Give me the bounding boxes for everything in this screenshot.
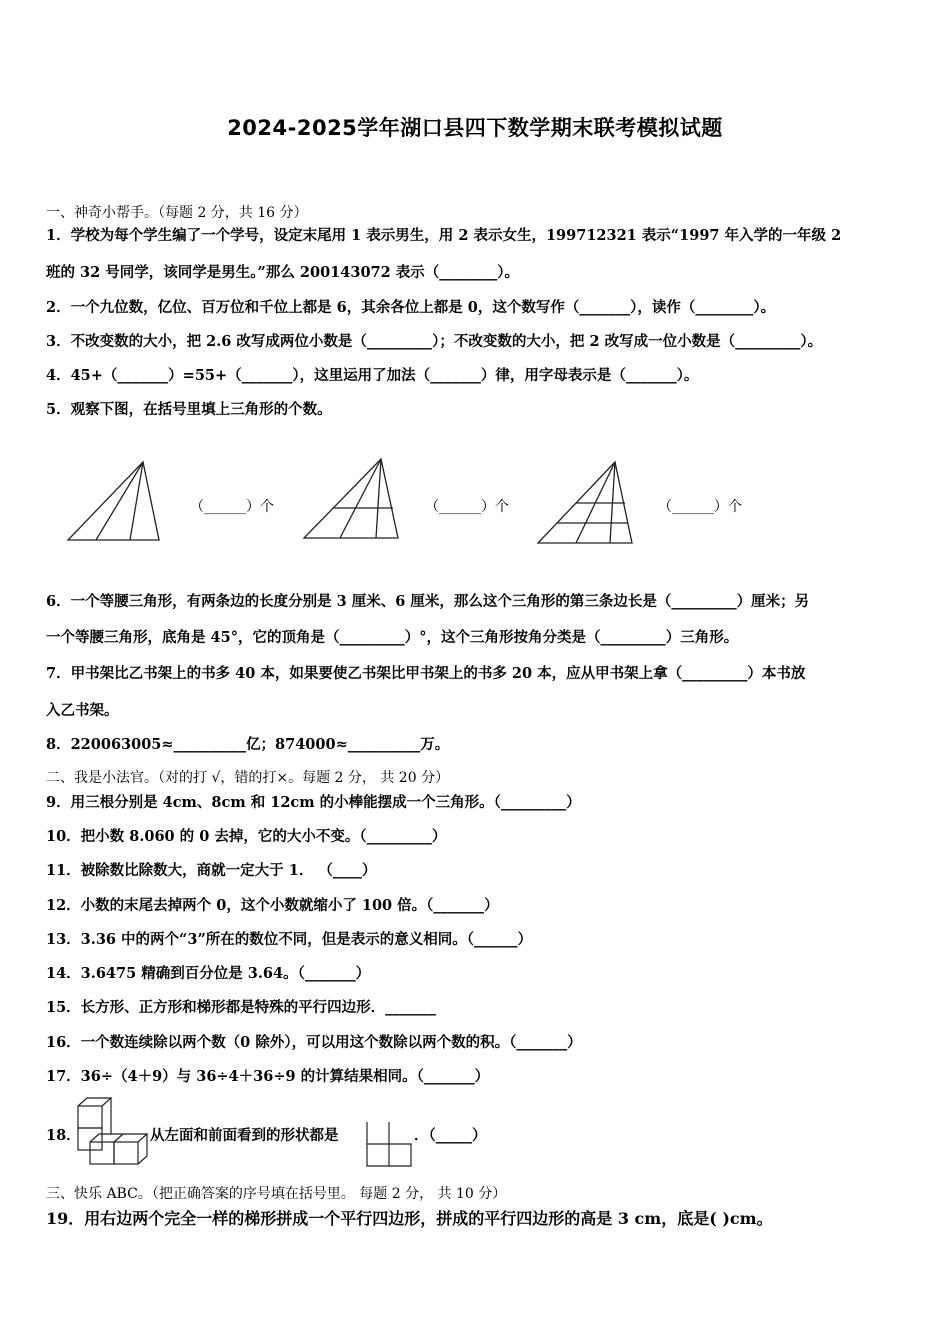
question-13: 13．3.36 中的两个“3”所在的数位不同，但是表示的意义相同。（______）: [46, 931, 533, 948]
question-7-line-2: 入乙书架。: [46, 702, 119, 719]
triangle-figure-3: [532, 455, 642, 550]
q5-answer-2: （______）个: [425, 499, 509, 515]
triangle-figure-2: [298, 452, 408, 547]
cube-stack-figure: [74, 1096, 152, 1168]
section-3-heading: 三、快乐 ABC。（把正确答案的序号填在括号里。 每题 2 分， 共 10 分）: [46, 1186, 507, 1202]
question-17: 17．36÷（4＋9）与 36÷4＋36÷9 的计算结果相同。（_______）: [46, 1068, 490, 1085]
triangle-figure-1: [60, 455, 170, 550]
question-1-line-1: 1．学校为每个学生编了一个学号，设定末尾用 1 表示男生，用 2 表示女生，199712321 表示“1997 年入学的一年级 2: [46, 227, 842, 244]
question-12: 12．小数的末尾去掉两个 0，这个小数就缩小了 100 倍。（_______）: [46, 897, 499, 914]
section-1-heading: 一、神奇小帮手。（每题 2 分，共 16 分）: [46, 205, 308, 221]
page-title: 2024-2025学年湖口县四下数学期末联考模拟试题: [227, 116, 723, 140]
question-16: 16．一个数连续除以两个数（0 除外），可以用这个数除以两个数的积。（_______）: [46, 1034, 582, 1051]
view-shape-figure: [365, 1120, 413, 1168]
question-3: 3．不改变数的大小，把 2.6 改写成两位小数是（_________）；不改变数的大小，把 2 改写成一位小数是（_________）。: [46, 333, 823, 350]
question-1-line-2: 班的 32 号同学，该同学是男生。”那么 200143072 表示（________）。: [46, 264, 520, 281]
question-14: 14．3.6475 精确到百分位是 3.64。（_______）: [46, 965, 371, 982]
question-6-line-2: 一个等腰三角形，底角是 45°，它的顶角是（_________）°，这个三角形按角分类是（_________）三角形。: [46, 629, 739, 646]
question-4: 4．45+（_______）=55+（_______），这里运用了加法（_______）律，用字母表示是（_______）。: [46, 367, 699, 384]
q5-answer-3: （______）个: [658, 499, 742, 515]
question-9: 9．用三根分别是 4cm、8cm 和 12cm 的小棒能摆成一个三角形。（_________）: [46, 794, 581, 811]
question-19: 19．用右边两个完全一样的梯形拼成一个平行四边形，拼成的平行四边形的高是 3 cm，底是( )cm。: [46, 1209, 773, 1228]
q5-answer-1: （______）个: [190, 499, 274, 515]
question-18-number: 18．: [46, 1127, 81, 1144]
question-7-line-1: 7．甲书架比乙书架上的书多 40 本，如果要使乙书架比甲书架上的书多 20 本，应从甲书架上拿（_________）本书放: [46, 665, 806, 682]
question-5: 5．观察下图，在括号里填上三角形的个数。: [46, 401, 332, 418]
question-6-line-1: 6．一个等腰三角形，有两条边的长度分别是 3 厘米、6 厘米，那么这个三角形的第三条边长是（_________）厘米；另: [46, 593, 810, 610]
question-15: 15．长方形、正方形和梯形都是特殊的平行四边形．_______: [46, 999, 436, 1016]
question-18-text: 从左面和前面看到的形状都是: [150, 1127, 339, 1144]
question-11: 11．被除数比除数大，商就一定大于 1． （____）: [46, 862, 377, 879]
question-18-end: ．（_____）: [414, 1127, 487, 1144]
section-2-heading: 二、我是小法官。（对的打 √，错的打×。每题 2 分， 共 20 分）: [46, 770, 450, 786]
question-2: 2．一个九位数，亿位、百万位和千位上都是 6，其余各位上都是 0，这个数写作（_______），读作（________）。: [46, 299, 776, 316]
question-10: 10．把小数 8.060 的 0 去掉，它的大小不变。（_________）: [46, 828, 447, 845]
question-8: 8．220063005≈__________亿；874000≈__________万。: [46, 736, 450, 753]
